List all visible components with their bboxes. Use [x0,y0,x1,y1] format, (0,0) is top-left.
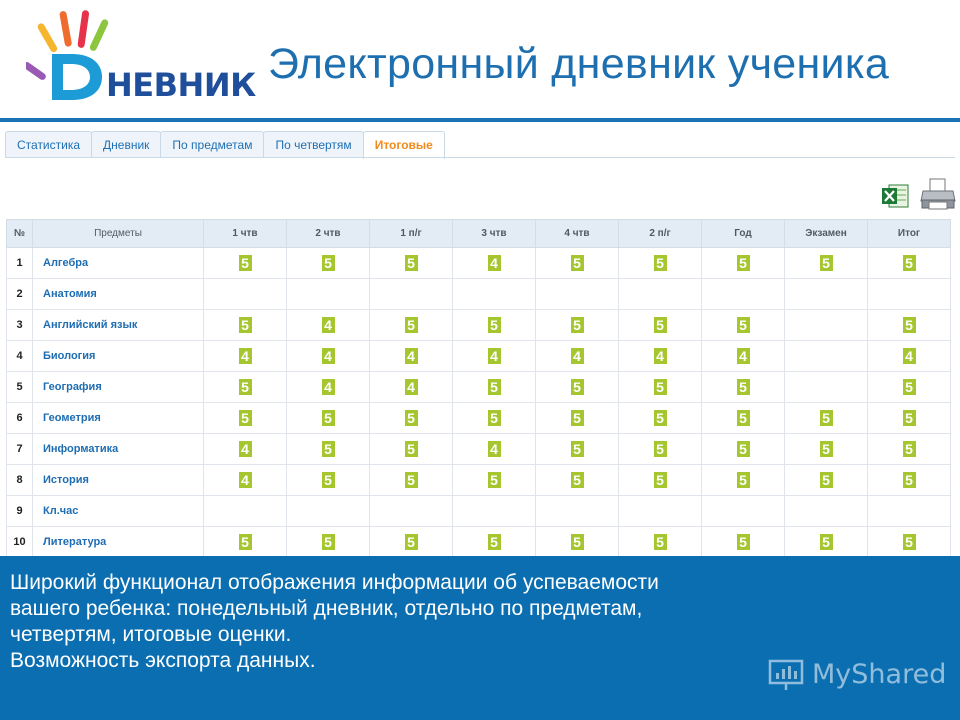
grade-cell [536,279,619,310]
grade-cell [287,279,370,310]
grade-badge: 4 [322,379,335,395]
subject-link[interactable]: Алгебра [43,257,89,269]
grade-cell [785,372,868,403]
grade-cell [868,372,951,403]
row-number: 6 [7,403,33,434]
grade-cell [619,341,702,372]
col-header-number: № [7,220,33,248]
grade-cell [370,248,453,279]
grade-badge: 5 [322,534,335,550]
col-header-q2: 2 чтв [287,220,370,248]
grade-cell [453,341,536,372]
grade-cell [370,527,453,558]
grade-badge: 5 [737,410,750,426]
grade-cell [287,341,370,372]
subject-link[interactable]: География [43,381,102,393]
grade-badge: 5 [239,317,252,333]
subject-cell [33,310,204,341]
subject-cell [33,248,204,279]
grade-cell [785,341,868,372]
print-icon[interactable] [920,177,956,211]
grade-cell [536,248,619,279]
col-header-h1: 1 п/г [370,220,453,248]
grade-cell [619,465,702,496]
grade-cell [370,310,453,341]
col-header-q4: 4 чтв [536,220,619,248]
grade-badge: 5 [322,255,335,271]
grade-badge: 4 [405,348,418,364]
info-panel [0,556,960,720]
row-number: 10 [7,527,33,558]
grade-cell [785,279,868,310]
grade-badge: 5 [488,472,501,488]
grade-cell [868,434,951,465]
grade-badge: 5 [488,317,501,333]
grade-cell [287,372,370,403]
grade-badge: 5 [405,534,418,550]
table-row [7,434,951,465]
header-divider [0,118,960,122]
grade-badge: 5 [488,379,501,395]
grade-cell [785,465,868,496]
grade-badge: 5 [820,255,833,271]
table-row [7,279,951,310]
grade-badge: 5 [571,379,584,395]
logo-text: НЕВНИК [106,66,256,104]
grade-cell [702,279,785,310]
grade-badge: 4 [488,348,501,364]
grade-badge: 4 [488,255,501,271]
info-line: Широкий функционал отображения информации об успеваемости [10,571,659,594]
grade-badge: 5 [820,410,833,426]
info-line: вашего ребенка: понедельный дневник, отдельно по предметам, [10,597,643,620]
grade-cell [370,496,453,527]
grade-cell [785,403,868,434]
grade-badge: 5 [239,255,252,271]
row-number: 1 [7,248,33,279]
grade-badge: 5 [239,410,252,426]
grade-badge: 5 [405,441,418,457]
row-number: 4 [7,341,33,372]
dnevnik-logo[interactable] [26,8,256,108]
grade-cell [453,248,536,279]
table-row [7,372,951,403]
grade-cell [204,403,287,434]
col-header-q3: 3 чтв [453,220,536,248]
grade-badge: 5 [737,534,750,550]
grade-badge: 5 [239,534,252,550]
subject-cell [33,403,204,434]
grade-badge: 5 [654,472,667,488]
grade-cell [785,248,868,279]
header [0,0,960,122]
grade-badge: 4 [903,348,916,364]
grade-badge: 5 [654,534,667,550]
grade-badge: 5 [239,379,252,395]
info-line: четвертям, итоговые оценки. [10,623,292,646]
grade-cell [204,341,287,372]
grade-badge: 5 [820,534,833,550]
table-row [7,403,951,434]
grade-cell [287,465,370,496]
grade-cell [619,279,702,310]
excel-export-icon[interactable] [881,183,909,209]
grade-cell [453,403,536,434]
grade-badge: 5 [654,255,667,271]
grade-badge: 4 [322,348,335,364]
grade-badge: 4 [737,348,750,364]
grade-cell [868,248,951,279]
grade-cell [619,403,702,434]
subject-link[interactable]: Биология [43,350,96,362]
grade-cell [619,248,702,279]
tab-final[interactable]: Итоговые [363,131,445,159]
grade-badge: 5 [322,410,335,426]
table-header-row [7,220,951,248]
grade-cell [702,403,785,434]
grade-cell [702,341,785,372]
page-title: Электронный дневник ученика [268,40,890,88]
grade-cell [785,527,868,558]
table-row [7,496,951,527]
grade-badge: 5 [737,255,750,271]
grade-cell [453,372,536,403]
grade-cell [287,496,370,527]
grade-badge: 5 [654,379,667,395]
grade-cell [204,248,287,279]
col-header-final: Итог [868,220,951,248]
grade-cell [868,279,951,310]
presentation-board-icon [768,657,804,691]
subject-link[interactable]: История [43,474,89,486]
watermark-text: MyShared [812,658,947,690]
table-row [7,465,951,496]
grade-cell [785,434,868,465]
row-number: 7 [7,434,33,465]
grade-cell [702,248,785,279]
grade-cell [536,372,619,403]
grade-cell [536,310,619,341]
row-number: 5 [7,372,33,403]
watermark [768,654,946,694]
subject-cell [33,434,204,465]
grade-badge: 5 [405,472,418,488]
grade-cell [287,403,370,434]
grade-badge: 5 [571,441,584,457]
grade-badge: 5 [737,441,750,457]
row-number: 9 [7,496,33,527]
tab-diary[interactable]: Дневник [91,131,161,158]
row-number: 3 [7,310,33,341]
grade-badge: 5 [654,317,667,333]
grade-cell [204,310,287,341]
grade-cell [453,527,536,558]
grade-badge: 5 [737,379,750,395]
subject-cell [33,372,204,403]
grade-badge: 5 [903,534,916,550]
grade-badge: 5 [903,441,916,457]
grade-cell [619,310,702,341]
grade-badge: 5 [322,441,335,457]
grade-cell [370,279,453,310]
grade-badge: 5 [488,534,501,550]
grade-badge: 5 [405,255,418,271]
grade-cell [868,310,951,341]
grade-badge: 5 [488,410,501,426]
row-number: 8 [7,465,33,496]
grade-cell [370,372,453,403]
grade-cell [287,527,370,558]
grade-badge: 4 [322,317,335,333]
grade-cell [702,465,785,496]
grade-cell [868,496,951,527]
grade-cell [370,403,453,434]
grade-badge: 4 [239,441,252,457]
grade-badge: 4 [239,472,252,488]
subject-link[interactable]: Анатомия [43,288,97,300]
grade-cell [370,341,453,372]
grade-cell [619,434,702,465]
grade-cell [868,527,951,558]
grade-cell [868,465,951,496]
table-row [7,527,951,558]
subject-link[interactable]: Кл.час [43,505,79,517]
grade-cell [702,310,785,341]
grade-cell [204,372,287,403]
grade-badge: 5 [903,410,916,426]
grade-badge: 5 [571,317,584,333]
col-header-h2: 2 п/г [619,220,702,248]
grade-cell [868,341,951,372]
grade-badge: 5 [571,534,584,550]
grade-cell [287,248,370,279]
grade-cell [702,434,785,465]
grade-badge: 5 [820,441,833,457]
tab-bar [5,131,444,158]
grade-cell [702,527,785,558]
grade-badge: 5 [405,410,418,426]
table-row [7,248,951,279]
subject-link[interactable]: Геометрия [43,412,101,424]
grade-badge: 5 [571,472,584,488]
table-row [7,341,951,372]
grade-cell [536,403,619,434]
grade-cell [536,341,619,372]
grade-badge: 5 [903,472,916,488]
col-header-subjects: Предметы [33,220,204,248]
subject-link[interactable]: Английский язык [43,319,138,331]
grade-cell [287,310,370,341]
grade-badge: 4 [571,348,584,364]
tab-by-quarter[interactable]: По четвертям [263,131,363,158]
subject-cell [33,527,204,558]
grade-badge: 5 [571,255,584,271]
subject-cell [33,279,204,310]
table-row [7,310,951,341]
grade-cell [453,496,536,527]
grade-badge: 5 [322,472,335,488]
grade-badge: 5 [903,317,916,333]
subject-link[interactable]: Литература [43,536,107,548]
grade-badge: 5 [737,472,750,488]
grade-cell [536,496,619,527]
subject-cell [33,496,204,527]
grade-cell [868,403,951,434]
grade-cell [204,434,287,465]
grade-badge: 5 [903,255,916,271]
grade-cell [370,434,453,465]
subject-cell [33,465,204,496]
grade-cell [370,465,453,496]
grade-cell [453,279,536,310]
grade-badge: 4 [654,348,667,364]
grade-badge: 4 [239,348,252,364]
grade-badge: 5 [654,410,667,426]
subject-cell [33,341,204,372]
grade-cell [453,310,536,341]
tab-by-subject[interactable]: По предметам [160,131,264,158]
grade-badge: 4 [488,441,501,457]
grade-badge: 5 [820,472,833,488]
grade-badge: 5 [654,441,667,457]
grade-cell [453,434,536,465]
grade-cell [204,465,287,496]
grade-badge: 5 [737,317,750,333]
col-header-q1: 1 чтв [204,220,287,248]
info-line: Возможность экспорта данных. [10,649,316,672]
grade-cell [785,496,868,527]
grade-cell [536,434,619,465]
grade-cell [619,527,702,558]
grade-cell [204,527,287,558]
grade-cell [702,496,785,527]
grade-cell [619,496,702,527]
subject-link[interactable]: Информатика [43,443,119,455]
grade-cell [204,279,287,310]
grade-cell [536,527,619,558]
grade-badge: 5 [571,410,584,426]
grade-cell [287,434,370,465]
grade-badge: 5 [903,379,916,395]
tabs-divider [5,157,955,158]
final-grades-table [6,219,951,558]
grade-cell [619,372,702,403]
grade-cell [536,465,619,496]
grade-cell [702,372,785,403]
col-header-year: Год [702,220,785,248]
grade-cell [204,496,287,527]
col-header-exam: Экзамен [785,220,868,248]
grade-cell [453,465,536,496]
row-number: 2 [7,279,33,310]
grade-cell [785,310,868,341]
tab-statistics[interactable]: Статистика [5,131,92,158]
grade-badge: 5 [405,317,418,333]
table-body [7,248,951,558]
grade-badge: 4 [405,379,418,395]
